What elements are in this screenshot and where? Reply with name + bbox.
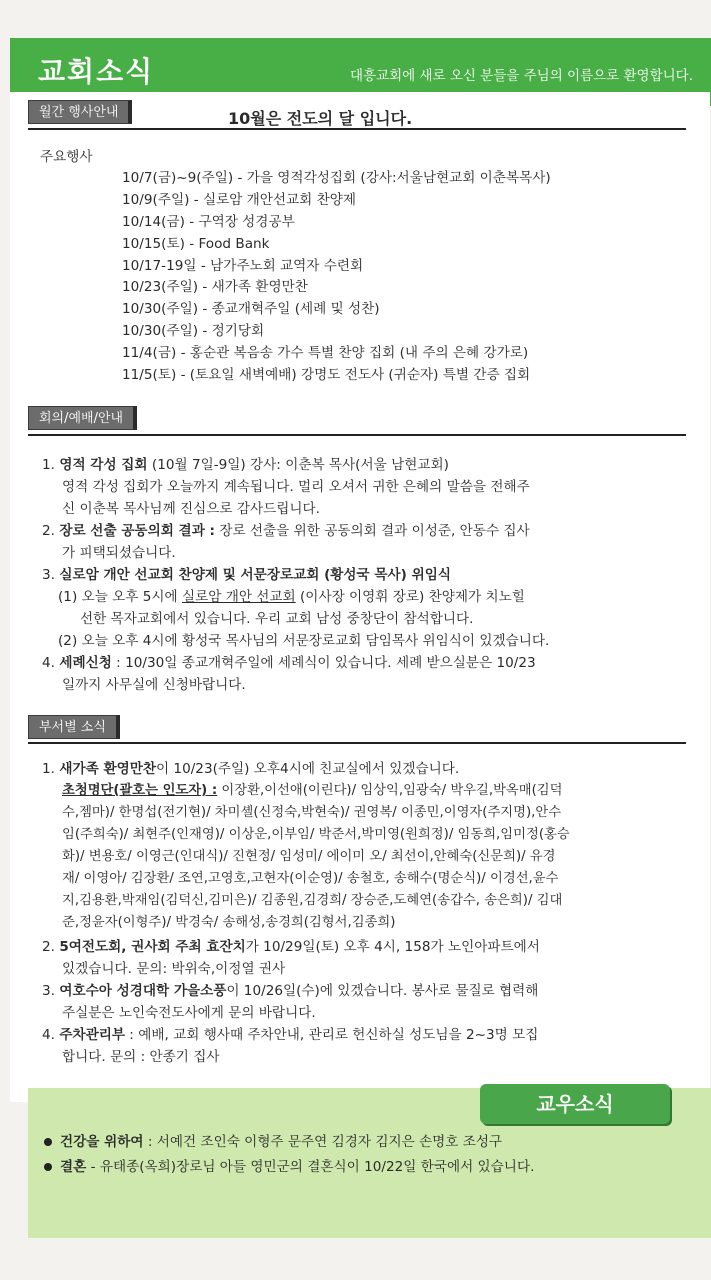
invite-list-line: 지,김용환,박재임(김덕신,김미은)/ 김종원,김경희/ 장승준,도혜연(송갑수, 송은희)/ 김대 (62, 893, 563, 908)
bullet-icon (44, 1163, 52, 1171)
event-item: 10/17-19일 - 남가주노회 교역자 수련회 (122, 258, 364, 274)
event-item: 10/23(주일) - 새가족 환영만찬 (122, 279, 308, 295)
header-subtitle: 대흥교회에 새로 오신 분들을 주님의 이름으로 환영합니다. (349, 68, 693, 84)
dept-item-4-text: 합니다. 문의 : 안종기 집사 (62, 1049, 220, 1065)
meeting-item-1-text: 영적 각성 집회가 오늘까지 계속됩니다. 멀리 오셔서 귀한 은혜의 말씀을 전해주 (62, 479, 530, 495)
monthly-theme: 10월은 전도의 달 입니다. (228, 109, 413, 128)
dept-item-2: 2. 5여전도회, 권사회 주최 효잔치가 10/29일(토) 오후 4시, 158가 노인아파트에서 (42, 939, 540, 955)
dept-item-1: 1. 새가족 환영만찬이 10/23(주일) 오후4시에 친교실에서 있겠습니다. (42, 761, 460, 777)
dept-section-label: 부서별 소식 (28, 715, 120, 739)
meeting-item-3-sub1: (1) 오늘 오후 5시에 실로암 개안 선교회 (이사장 이영휘 장로) 찬양제가 치노힐 (58, 589, 525, 605)
member-news-wedding: 결혼 - 유태종(옥희)장로님 아들 영민군의 결혼식이 10/22일 한국에서 있습니다. (44, 1155, 534, 1175)
event-item: 10/9(주일) - 실로암 개안선교회 찬양제 (122, 192, 357, 208)
meetings-divider (28, 434, 686, 436)
meeting-item-1: 1. 영적 각성 집회 (10월 7일-9일) 강사: 이춘복 목사(서울 남현교회) (42, 457, 449, 473)
invite-list-line: 준,정윤자(이형주)/ 박경숙/ 송해성,송경희(김형서,김종희) (62, 915, 396, 930)
invite-list-line: 재/ 이영아/ 김장환/ 조연,고영호,고현자(이순영)/ 송철호, 송해수(명순식)/ 이경선,윤수 (62, 871, 559, 886)
event-item: 10/14(금) - 구역장 성경공부 (122, 214, 295, 230)
meeting-item-4-text: 일까지 사무실에 신청바랍니다. (62, 677, 246, 693)
dept-item-2-text: 있겠습니다. 문의: 박위숙,이정열 권사 (62, 961, 286, 977)
meeting-item-2-text: 가 피택되셨습니다. (62, 545, 176, 561)
page-title: 교회소식 (38, 55, 155, 88)
meeting-item-3-sub2: (2) 오늘 오후 4시에 황성국 목사님의 서문장로교회 담임목사 위임식이 있겠습니다. (58, 633, 550, 649)
meeting-item-2: 2. 장로 선출 공동의회 결과 : 장로 선출을 위한 공동의회 결과 이성준, 안동수 집사 (42, 523, 530, 539)
event-item: 10/30(주일) - 정기당회 (122, 323, 265, 339)
meetings-section-label: 회의/예배/안내 (28, 406, 137, 430)
events-heading: 주요행사 (40, 149, 93, 165)
member-news-label: 교우소식 (480, 1084, 670, 1124)
event-item: 10/30(주일) - 종교개혁주일 (세례 및 성찬) (122, 301, 380, 317)
invite-list-line: 화)/ 변용호/ 이영근(인대식)/ 진현정/ 임성미/ 에이미 오/ 최선이,안혜숙(신문희)/ 유경 (62, 849, 556, 864)
monthly-divider (28, 128, 686, 130)
bullet-icon (44, 1138, 52, 1146)
event-item: 10/7(금)~9(주일) - 가을 영적각성집회 (강사:서울남현교회 이춘복목사) (122, 170, 551, 186)
dept-item-3-text: 주실분은 노인숙전도사에게 문의 바랍니다. (62, 1005, 316, 1021)
member-news-health: 건강을 위하여 : 서예건 조인숙 이형주 문주연 김경자 김지은 손명호 조성구 (44, 1130, 502, 1150)
meeting-item-4: 4. 세례신청 : 10/30일 종교개혁주일에 세례식이 있습니다. 세례 받으실분은 10/23 (42, 655, 536, 671)
event-item: 10/15(토) - Food Bank (122, 236, 270, 252)
dept-item-4: 4. 주차관리부 : 예배, 교회 행사때 주차안내, 관리로 헌신하실 성도님을 2~3명 모집 (42, 1027, 539, 1043)
meeting-item-3: 3. 실로암 개안 선교회 찬양제 및 서문장로교회 (황성국 목사) 위임식 (42, 567, 452, 583)
dept-divider (28, 742, 686, 744)
dept-item-3: 3. 여호수아 성경대학 가을소풍이 10/26일(수)에 있겠습니다. 봉사로 물질로 협력해 (42, 983, 539, 999)
monthly-section-label: 월간 행사안내 (28, 100, 132, 124)
meeting-item-3-sub1-cont: 선한 목자교회에서 있습니다. 우리 교회 남성 중창단이 참석합니다. (80, 611, 474, 627)
invite-list-line: 수,젬마)/ 한명섭(전기현)/ 차미셸(신정숙,박현숙)/ 권영복/ 이종민,이영자(주지명),안수 (62, 805, 562, 820)
invite-list-head: 초청명단(괄호는 인도자) : 이장환,이선애(이린다)/ 임상익,임광숙/ 박우길,박옥매(김덕 (62, 783, 563, 798)
event-item: 11/4(금) - 홍순관 복음송 가수 특별 찬양 집회 (내 주의 은혜 강가로) (122, 345, 529, 361)
invite-list-line: 임(주희숙)/ 최현주(인재영)/ 이상운,이부임/ 박준서,박미영(원희정)/ 임동희,임미정(홍승 (62, 827, 570, 842)
meeting-item-1-text: 신 이춘복 목사님께 진심으로 감사드립니다. (62, 501, 320, 517)
event-item: 11/5(토) - (토요일 새벽예배) 강명도 전도사 (귀순자) 특별 간증 집회 (122, 367, 531, 383)
